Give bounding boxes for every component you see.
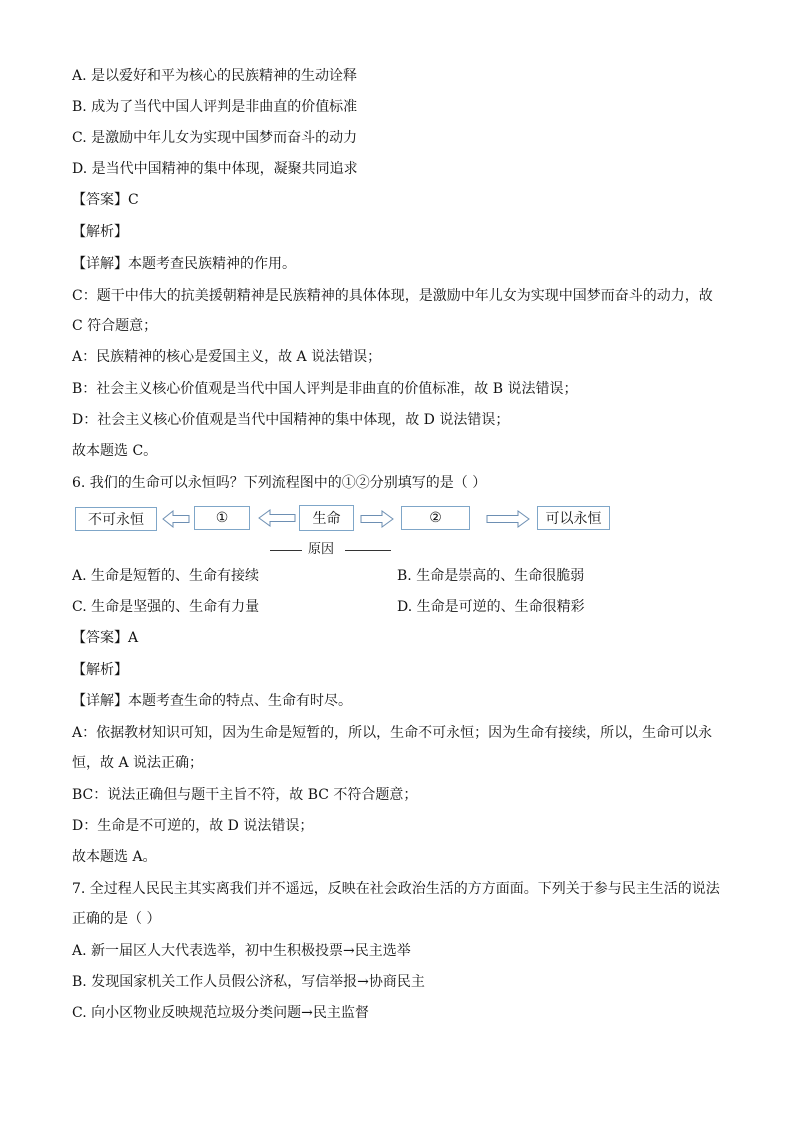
q5-explain-c-line1: C：题干中伟大的抗美援朝精神是民族精神的具体体现，是激励中年儿女为实现中国梦而奋斗的动力，故 (72, 288, 713, 304)
q6-conclusion: 故本题选 A。 (72, 849, 157, 865)
q5-conclusion: 故本题选 C。 (72, 443, 158, 459)
q5-option-d: D. 是当代中国精神的集中体现，凝聚共同追求 (72, 161, 358, 177)
q6-option-b: B. 生命是崇高的、生命很脆弱 (397, 568, 585, 584)
q6-analysis-label: 【解析】 (72, 662, 128, 678)
q6-option-a: A. 生命是短暂的、生命有接续 (72, 568, 260, 584)
left-arrow-icon (258, 509, 296, 527)
q6-explain-bc: BC：说法正确但与题干主旨不符，故 BC 不符合题意； (72, 787, 418, 803)
q7-stem-line2: 正确的是（ ） (72, 911, 161, 927)
q5-explain-b: B：社会主义核心价值观是当代中国人评判是非曲直的价值标准，故 B 说法错误； (72, 381, 578, 397)
q5-answer: 【答案】C (72, 192, 139, 208)
q6-explain-a-line1: A：依据教材知识可知，因为生命是短暂的，所以，生命不可永恒；因为生命有接续，所以，生命可以永 (72, 725, 713, 741)
q6-stem: 6. 我们的生命可以永恒吗？下列流程图中的①②分别填写的是（ ） (72, 475, 487, 491)
q6-option-c: C. 生命是坚强的、生命有力量 (72, 599, 260, 615)
q6-explain-d: D：生命是不可逆的，故 D 说法错误； (72, 818, 314, 834)
q6-detail: 【详解】本题考查生命的特点、生命有时尽。 (72, 693, 352, 709)
q7-option-b: B. 发现国家机关工作人员假公济私，写信举报→协商民主 (72, 974, 425, 990)
q5-option-a: A. 是以爱好和平为核心的民族精神的生动诠释 (72, 68, 358, 84)
q5-detail: 【详解】本题考查民族精神的作用。 (72, 256, 296, 272)
left-arrow-icon (162, 510, 190, 528)
right-arrow-icon (486, 510, 530, 528)
q5-explain-d: D：社会主义核心价值观是当代中国精神的集中体现，故 D 说法错误； (72, 412, 510, 428)
q5-explain-c-line2: C 符合题意； (72, 318, 158, 334)
reason-line-left (270, 550, 302, 551)
flow-box-not-eternal: 不可永恒 (75, 507, 157, 531)
reason-line-right (345, 550, 391, 551)
q7-option-a: A. 新一届区人大代表选举，初中生积极投票→民主选举 (72, 943, 411, 959)
right-arrow-icon (360, 510, 394, 528)
reason-label: 原因 (308, 542, 335, 557)
flow-box-blank-1: ① (194, 506, 250, 530)
q6-answer: 【答案】A (72, 630, 139, 646)
flow-box-eternal: 可以永恒 (537, 506, 610, 530)
q7-option-c: C. 向小区物业反映规范垃圾分类问题→民主监督 (72, 1005, 369, 1021)
q6-explain-a-line2: 恒，故 A 说法正确； (72, 755, 204, 771)
flow-box-life: 生命 (299, 505, 354, 531)
q5-analysis-label: 【解析】 (72, 224, 128, 240)
q5-option-c: C. 是激励中年儿女为实现中国梦而奋斗的动力 (72, 130, 358, 146)
q5-option-b: B. 成为了当代中国人评判是非曲直的价值标准 (72, 99, 358, 115)
flow-box-blank-2: ② (401, 506, 470, 530)
q6-option-d: D. 生命是可逆的、生命很精彩 (397, 599, 585, 615)
q5-explain-a: A：民族精神的核心是爱国主义，故 A 说法错误； (72, 349, 382, 365)
q7-stem-line1: 7. 全过程人民民主其实离我们并不遥远，反映在社会政治生活的方方面面。下列关于参与民主生活的说法 (72, 881, 720, 897)
